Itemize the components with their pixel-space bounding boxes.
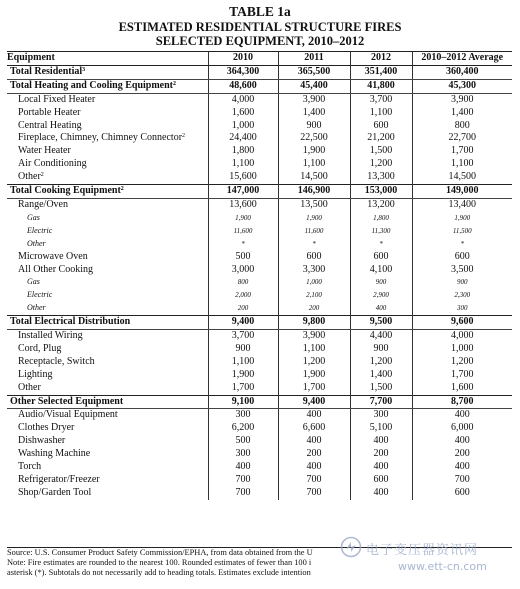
value-average-cell: 900	[412, 276, 512, 289]
value-average-cell: 200	[412, 448, 512, 461]
table-header-row	[7, 52, 512, 66]
table-row	[7, 264, 512, 277]
value-2010-cell: 4,000	[208, 93, 278, 106]
table-row	[7, 302, 512, 315]
row-label: Electric	[27, 290, 53, 300]
table-row	[7, 435, 512, 448]
row-label-cell	[7, 185, 208, 199]
value-2010-cell: 1,100	[208, 158, 278, 171]
row-label-cell	[7, 343, 208, 356]
row-label-cell	[7, 132, 208, 145]
row-label: Other	[18, 171, 41, 183]
value-average-cell: 4,000	[412, 330, 512, 343]
value-2012-cell: 2,900	[350, 289, 412, 302]
value-average-cell: 149,000	[412, 185, 512, 199]
value-average-cell: 6,000	[412, 422, 512, 435]
value-average-cell: 3,500	[412, 264, 512, 277]
table-row	[7, 212, 512, 225]
row-label: Cord, Plug	[18, 342, 62, 354]
rounding-note: Note: Fire estimates are rounded to the nearest 100. Rounded estimates of fewer than 100 i	[7, 558, 312, 567]
value-2011-cell: 900	[278, 120, 350, 133]
value-2012-cell: 200	[350, 448, 412, 461]
value-2012-cell: 1,200	[350, 356, 412, 369]
value-2010-cell: 24,400	[208, 132, 278, 145]
value-average-cell: *	[412, 238, 512, 251]
row-label-cell	[7, 369, 208, 382]
value-2010-cell: 13,600	[208, 198, 278, 211]
value-2012-cell: 351,400	[350, 65, 412, 79]
row-label-cell	[7, 330, 208, 343]
table-subtitle-2: SELECTED EQUIPMENT, 2010–2012	[155, 34, 365, 48]
value-2011-cell: 9,800	[278, 316, 350, 330]
value-2011-cell: 1,700	[278, 382, 350, 395]
row-label: Total Residential	[10, 65, 83, 77]
table-row	[7, 158, 512, 171]
table-row	[7, 461, 512, 474]
row-label-cell	[7, 238, 208, 251]
value-2010-cell: 3,000	[208, 264, 278, 277]
value-2011-cell: 1,900	[278, 212, 350, 225]
value-2012-cell: 11,300	[350, 225, 412, 238]
value-average-cell: 600	[412, 487, 512, 500]
value-2011-cell: 11,600	[278, 225, 350, 238]
table-row	[7, 225, 512, 238]
value-average-cell: 2,300	[412, 289, 512, 302]
value-2011-cell: 3,900	[278, 93, 350, 106]
value-2012-cell: 400	[350, 435, 412, 448]
column-header-average: 2010–2012 Average	[412, 52, 512, 66]
value-2010-cell: 9,100	[208, 395, 278, 409]
table-row	[7, 422, 512, 435]
value-2012-cell: 21,200	[350, 132, 412, 145]
value-2012-cell: 153,000	[350, 185, 412, 199]
row-label: Total Electrical Distribution	[10, 316, 131, 328]
value-2010-cell: 300	[208, 409, 278, 422]
value-2011-cell: 365,500	[278, 65, 350, 79]
watermark-url: www.ett-cn.com	[398, 560, 487, 573]
value-2010-cell: 300	[208, 448, 278, 461]
table-body	[7, 65, 512, 499]
value-2012-cell: 4,400	[350, 330, 412, 343]
value-2010-cell: 1,800	[208, 145, 278, 158]
value-2010-cell: 700	[208, 474, 278, 487]
value-average-cell: 1,700	[412, 369, 512, 382]
value-2010-cell: 700	[208, 487, 278, 500]
value-average-cell: 800	[412, 120, 512, 133]
value-average-cell: 1,600	[412, 382, 512, 395]
value-average-cell: 400	[412, 435, 512, 448]
row-label: Local Fixed Heater	[18, 93, 96, 105]
table-row	[7, 356, 512, 369]
table-row	[7, 382, 512, 395]
column-header-2010: 2010	[208, 52, 278, 66]
row-label-cell	[7, 382, 208, 395]
row-label: Audio/Visual Equipment	[18, 409, 118, 421]
value-2011-cell: 400	[278, 409, 350, 422]
value-average-cell: 1,100	[412, 158, 512, 171]
value-2010-cell: 48,600	[208, 79, 278, 93]
value-average-cell: 1,700	[412, 145, 512, 158]
row-label: Other	[18, 381, 41, 393]
value-2012-cell: 600	[350, 120, 412, 133]
value-2012-cell: 300	[350, 409, 412, 422]
value-2012-cell: 1,500	[350, 145, 412, 158]
value-2011-cell: 1,200	[278, 356, 350, 369]
row-label: Gas	[27, 212, 40, 222]
row-label-cell	[7, 276, 208, 289]
row-label: Other Selected Equipment	[10, 395, 124, 407]
value-2012-cell: 13,200	[350, 198, 412, 211]
value-2011-cell: 3,300	[278, 264, 350, 277]
row-label-cell	[7, 409, 208, 422]
footnote-marker: 3	[82, 66, 86, 73]
value-average-cell: 45,300	[412, 79, 512, 93]
value-2011-cell: 9,400	[278, 395, 350, 409]
value-average-cell: 1,400	[412, 107, 512, 120]
value-2010-cell: 500	[208, 251, 278, 264]
value-2012-cell: 1,800	[350, 212, 412, 225]
table-row	[7, 238, 512, 251]
value-2011-cell: 600	[278, 251, 350, 264]
value-2011-cell: 1,100	[278, 158, 350, 171]
table-heading-row	[7, 65, 512, 79]
value-average-cell: 22,700	[412, 132, 512, 145]
table-row	[7, 171, 512, 184]
value-average-cell: 600	[412, 251, 512, 264]
value-2012-cell: 5,100	[350, 422, 412, 435]
value-average-cell: 11,500	[412, 225, 512, 238]
row-label: Clothes Dryer	[18, 422, 75, 434]
table-heading-row	[7, 79, 512, 93]
value-average-cell: 400	[412, 461, 512, 474]
value-2012-cell: 41,800	[350, 79, 412, 93]
value-2012-cell: 900	[350, 276, 412, 289]
table-row	[7, 448, 512, 461]
watermark-logo-icon	[340, 536, 362, 558]
value-2012-cell: 1,100	[350, 107, 412, 120]
value-2011-cell: 1,100	[278, 343, 350, 356]
fire-estimates-table	[7, 51, 512, 500]
row-label-cell	[7, 107, 208, 120]
row-label-cell	[7, 264, 208, 277]
value-2012-cell: 3,700	[350, 93, 412, 106]
value-2012-cell: 9,500	[350, 316, 412, 330]
row-label: Receptacle, Switch	[18, 355, 95, 367]
value-2011-cell: 22,500	[278, 132, 350, 145]
value-2012-cell: *	[350, 238, 412, 251]
value-2011-cell: *	[278, 238, 350, 251]
row-label: Air Conditioning	[18, 158, 87, 170]
value-2010-cell: 400	[208, 461, 278, 474]
row-label: Dishwasher	[18, 435, 66, 447]
row-label: Water Heater	[18, 145, 71, 157]
footnote-marker: 2	[120, 186, 124, 193]
value-2012-cell: 400	[350, 461, 412, 474]
row-label: Torch	[18, 461, 42, 473]
value-average-cell: 9,600	[412, 316, 512, 330]
value-2010-cell: 200	[208, 302, 278, 315]
value-2011-cell: 1,900	[278, 145, 350, 158]
value-2011-cell: 200	[278, 448, 350, 461]
table-row	[7, 330, 512, 343]
value-2010-cell: 364,300	[208, 65, 278, 79]
row-label-cell	[7, 356, 208, 369]
row-label: Lighting	[18, 368, 53, 380]
table-title-block	[0, 5, 520, 49]
row-label: Central Heating	[18, 119, 82, 131]
row-label-cell	[7, 395, 208, 409]
watermark-text: 电子变压器资讯网	[366, 543, 479, 558]
value-2012-cell: 400	[350, 487, 412, 500]
value-2011-cell: 200	[278, 302, 350, 315]
row-label-cell	[7, 171, 208, 184]
row-label-cell	[7, 316, 208, 330]
value-2011-cell: 146,900	[278, 185, 350, 199]
value-2010-cell: 900	[208, 343, 278, 356]
value-2010-cell: 15,600	[208, 171, 278, 184]
row-label-cell	[7, 198, 208, 211]
row-label-cell	[7, 289, 208, 302]
value-2011-cell: 6,600	[278, 422, 350, 435]
row-label-cell	[7, 79, 208, 93]
value-2012-cell: 1,200	[350, 158, 412, 171]
value-2012-cell: 400	[350, 302, 412, 315]
row-label: Gas	[27, 277, 40, 287]
value-2011-cell: 13,500	[278, 198, 350, 211]
table-row	[7, 93, 512, 106]
table-row	[7, 276, 512, 289]
value-2010-cell: 1,900	[208, 369, 278, 382]
value-2011-cell: 3,900	[278, 330, 350, 343]
table-row	[7, 132, 512, 145]
table-row	[7, 369, 512, 382]
value-2012-cell: 4,100	[350, 264, 412, 277]
row-label: Shop/Garden Tool	[18, 486, 92, 498]
row-label-cell	[7, 435, 208, 448]
table-row	[7, 289, 512, 302]
row-label: Total Heating and Cooling Equipment	[10, 79, 174, 91]
table-row	[7, 487, 512, 500]
table-heading-row	[7, 185, 512, 199]
table-row	[7, 251, 512, 264]
row-label: Installed Wiring	[18, 330, 83, 342]
value-2011-cell: 1,900	[278, 369, 350, 382]
value-2010-cell: 11,600	[208, 225, 278, 238]
value-average-cell: 300	[412, 302, 512, 315]
row-label: Range/Oven	[18, 198, 68, 210]
value-average-cell: 1,200	[412, 356, 512, 369]
value-2011-cell: 400	[278, 461, 350, 474]
table-row	[7, 145, 512, 158]
column-header-equipment: Equipment	[7, 52, 208, 66]
row-label-cell	[7, 145, 208, 158]
table-row	[7, 409, 512, 422]
value-2012-cell: 900	[350, 343, 412, 356]
row-label: Total Cooking Equipment	[10, 185, 121, 197]
table-heading-row	[7, 316, 512, 330]
value-2011-cell: 700	[278, 487, 350, 500]
row-label: Portable Heater	[18, 106, 81, 118]
value-average-cell: 13,400	[412, 198, 512, 211]
value-average-cell: 8,700	[412, 395, 512, 409]
column-header-2011: 2011	[278, 52, 350, 66]
table-row	[7, 107, 512, 120]
value-2010-cell: 1,000	[208, 120, 278, 133]
value-2010-cell: 3,700	[208, 330, 278, 343]
row-label-cell	[7, 120, 208, 133]
value-2012-cell: 13,300	[350, 171, 412, 184]
footnote-marker: 2	[173, 80, 177, 87]
value-2011-cell: 1,400	[278, 107, 350, 120]
watermark	[340, 536, 508, 584]
row-label: Other	[27, 238, 46, 248]
value-average-cell: 400	[412, 409, 512, 422]
value-2012-cell: 1,400	[350, 369, 412, 382]
table-row	[7, 343, 512, 356]
value-average-cell: 360,400	[412, 65, 512, 79]
value-2010-cell: 1,100	[208, 356, 278, 369]
table-row	[7, 120, 512, 133]
value-2010-cell: 1,900	[208, 212, 278, 225]
source-note: Source: U.S. Consumer Product Safety Commission/EPHA, from data obtained from the U	[7, 548, 313, 557]
value-average-cell: 1,900	[412, 212, 512, 225]
row-label-cell	[7, 487, 208, 500]
row-label-cell	[7, 302, 208, 315]
footnote-marker: 2	[182, 133, 186, 140]
row-label-cell	[7, 158, 208, 171]
row-label: Refrigerator/Freezer	[18, 474, 100, 485]
table-row	[7, 198, 512, 211]
value-2012-cell: 600	[350, 474, 412, 487]
value-2011-cell: 45,400	[278, 79, 350, 93]
value-2011-cell: 1,000	[278, 276, 350, 289]
row-label-cell	[7, 93, 208, 106]
value-average-cell: 1,000	[412, 343, 512, 356]
value-2010-cell: 2,000	[208, 289, 278, 302]
row-label: Microwave Oven	[18, 250, 88, 262]
table-title: TABLE 1a	[229, 4, 291, 19]
value-2011-cell: 700	[278, 474, 350, 487]
row-label-cell	[7, 251, 208, 264]
row-label: All Other Cooking	[18, 263, 93, 275]
value-2010-cell: *	[208, 238, 278, 251]
value-2010-cell: 800	[208, 276, 278, 289]
value-2010-cell: 147,000	[208, 185, 278, 199]
value-2011-cell: 14,500	[278, 171, 350, 184]
table-subtitle: ESTIMATED RESIDENTIAL STRUCTURE FIRES	[118, 19, 402, 34]
table-row	[7, 474, 512, 487]
row-label-cell	[7, 474, 208, 487]
value-2010-cell: 500	[208, 435, 278, 448]
table-heading-row	[7, 395, 512, 409]
row-label-cell	[7, 65, 208, 79]
value-average-cell: 3,900	[412, 93, 512, 106]
value-2010-cell: 6,200	[208, 422, 278, 435]
footnote-marker: 2	[40, 172, 44, 179]
value-average-cell: 700	[412, 474, 512, 487]
value-2012-cell: 600	[350, 251, 412, 264]
value-2010-cell: 1,700	[208, 382, 278, 395]
row-label-cell	[7, 461, 208, 474]
column-header-2012: 2012	[350, 52, 412, 66]
subtotal-note: asterisk (*). Subtotals do not necessarily add to heading totals. Estimates exclude intention	[7, 568, 311, 577]
value-2012-cell: 7,700	[350, 395, 412, 409]
value-2011-cell: 400	[278, 435, 350, 448]
row-label-cell	[7, 422, 208, 435]
row-label: Electric	[27, 225, 53, 235]
row-label-cell	[7, 212, 208, 225]
row-label-cell	[7, 225, 208, 238]
row-label-cell	[7, 448, 208, 461]
value-2012-cell: 1,500	[350, 382, 412, 395]
value-2010-cell: 1,600	[208, 107, 278, 120]
row-label: Other	[27, 303, 46, 313]
row-label: Fireplace, Chimney, Chimney Connector	[18, 132, 183, 144]
value-2011-cell: 2,100	[278, 289, 350, 302]
value-average-cell: 14,500	[412, 171, 512, 184]
value-2010-cell: 9,400	[208, 316, 278, 330]
row-label: Washing Machine	[18, 448, 91, 460]
